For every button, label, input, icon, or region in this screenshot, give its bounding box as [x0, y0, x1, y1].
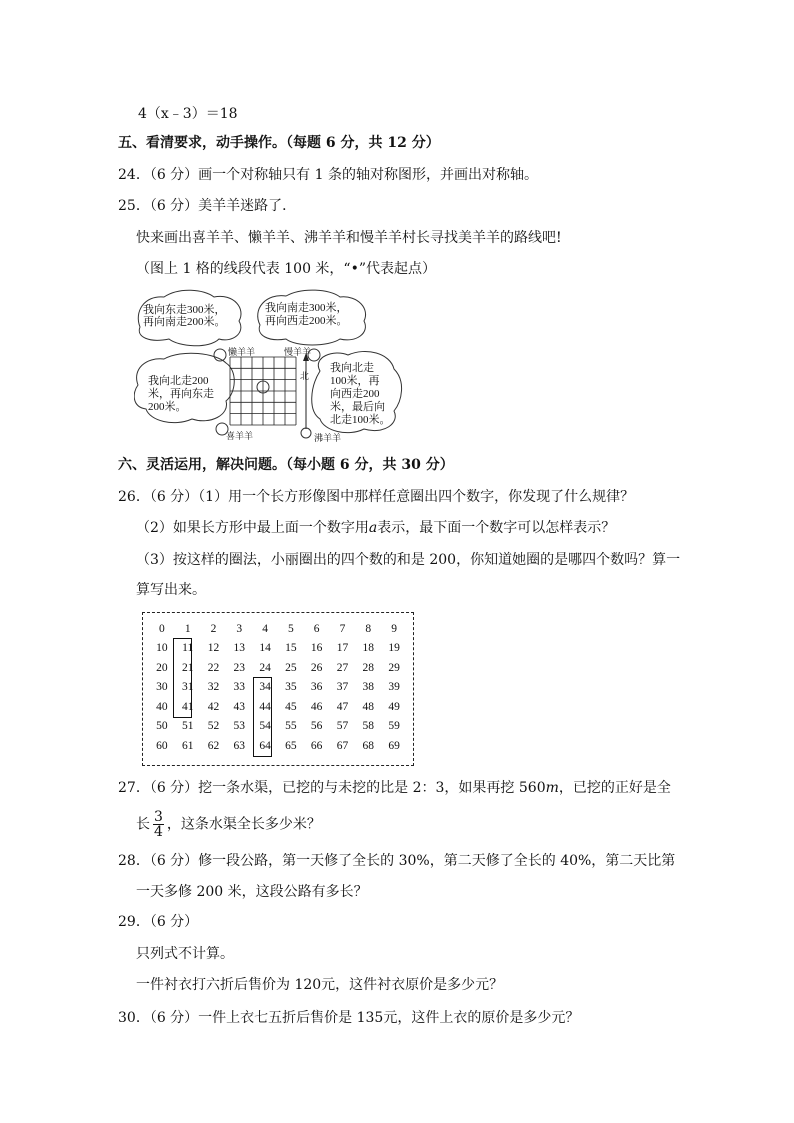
grid-cell: 64 [259, 739, 271, 752]
question-28: 28．（6 分）修一段公路，第一天修了全长的 30%，第二天修了全长的 40%，第二天比第 [118, 853, 676, 869]
bubble3-line2: 米，再向东走 [148, 388, 214, 400]
grid-cell: 60 [156, 739, 168, 752]
question-29-problem: 一件衬衣打六折后售价为 120元，这件衬衣原价是多少元？ [136, 977, 504, 993]
grid-cell: 51 [181, 720, 194, 733]
grid-cell: 26 [310, 661, 323, 674]
grid-cell: 48 [362, 700, 375, 713]
grid-cell: 66 [310, 739, 323, 752]
grid-cell: 52 [207, 720, 220, 733]
label-manyangyang: 慢羊羊 [284, 347, 312, 357]
grid-cell: 35 [285, 681, 297, 694]
grid-cell: 34 [259, 681, 271, 694]
question-25-note: （图上 1 格的线段代表 100 米，“•”代表起点） [136, 261, 437, 277]
grid-cell: 24 [259, 661, 271, 674]
grid-cell: 37 [336, 681, 349, 694]
grid-cell: 22 [207, 661, 220, 674]
fraction-denominator: 4 [154, 824, 163, 840]
question-29-instruction: 只列式不计算。 [136, 946, 234, 962]
q27-pre: 27．（6 分）挖一条水渠，已挖的与未挖的比是 2：3，如果再挖 560 [118, 780, 546, 796]
grid-cell: 69 [388, 739, 400, 752]
grid-cell: 32 [207, 681, 220, 694]
grid-cell: 25 [285, 661, 297, 674]
label-xiyangyang: 喜羊羊 [226, 431, 254, 441]
grid-cell: 3 [236, 622, 243, 635]
grid-cell: 2 [210, 622, 217, 635]
grid-row [149, 736, 407, 756]
fraction-three-quarters [153, 810, 164, 839]
equation-line: 4（x﹣3）＝18 [138, 106, 238, 122]
section-five-heading: 五、看清要求，动手操作。（每题 6 分，共 12 分） [118, 135, 440, 151]
question-29: 29．（6 分） [118, 914, 199, 930]
grid-cell: 13 [233, 642, 246, 655]
question-26-part2 [136, 518, 615, 538]
grid-cell: 56 [310, 720, 323, 733]
label-lanyangyang: 懒羊羊 [228, 347, 256, 357]
grid-cell: 30 [156, 681, 168, 694]
grid-cell: 62 [207, 739, 220, 752]
grid-cell: 16 [310, 642, 323, 655]
grid-cell: 45 [285, 700, 297, 713]
grid-cell: 53 [233, 720, 246, 733]
grid-cell: 9 [391, 622, 397, 635]
grid-cell: 17 [336, 642, 349, 655]
grid-cell: 8 [365, 622, 372, 635]
grid-cell: 40 [156, 700, 168, 713]
grid-cell: 14 [259, 642, 271, 655]
bubble2-line1: 我向南走300米， [265, 302, 348, 314]
grid-cell: 41 [181, 700, 194, 713]
grid-cell: 58 [362, 720, 375, 733]
sheep-route-map [134, 287, 414, 442]
question-28-cont: 一天多修 200 米，这段公路有多长？ [136, 884, 368, 900]
grid-cell: 54 [259, 720, 271, 733]
grid-cell: 38 [362, 681, 375, 694]
grid-cell: 57 [336, 720, 349, 733]
question-26-part3-cont: 算写出来。 [136, 582, 206, 598]
grid-cell: 67 [336, 739, 349, 752]
q27b-post: ，这条水渠全长多少米？ [166, 816, 321, 833]
circle-rect-left [173, 638, 192, 718]
question-27 [118, 778, 671, 798]
grid-cell: 61 [181, 739, 194, 752]
grid-cell: 43 [233, 700, 246, 713]
grid-cell: 27 [336, 661, 349, 674]
fraction-numerator: 3 [154, 809, 163, 825]
label-feiyangyang: 沸羊羊 [314, 433, 342, 442]
bubble4-line5: 北走100米。 [330, 414, 391, 426]
bubble4-line1: 我向北走 [330, 362, 374, 374]
grid-cell: 19 [388, 642, 400, 655]
grid-cell: 36 [310, 681, 323, 694]
grid-row [149, 717, 407, 737]
grid-cell: 42 [207, 700, 220, 713]
bubble1-line1: 我向东走300米， [143, 304, 226, 316]
grid-cell: 0 [159, 622, 165, 635]
grid-row [149, 619, 407, 639]
grid-cell: 44 [259, 700, 271, 713]
grid-cell: 68 [362, 739, 375, 752]
grid-cell: 65 [285, 739, 297, 752]
q26b-pre: （2）如果长方形中最上面一个数字用 [136, 520, 369, 536]
question-27-cont [136, 810, 321, 839]
bubble4-line3: 向西走200 [330, 388, 380, 400]
bubble3-line1: 我向北走200 [148, 375, 209, 387]
q27b-pre: 长 [136, 816, 150, 833]
north-label: 北 [300, 371, 310, 381]
question-24: 24．（6 分）画一个对称轴只有 1 条的轴对称图形，并画出对称轴。 [118, 167, 538, 183]
grid-cell: 1 [184, 622, 191, 635]
grid-cell: 12 [207, 642, 220, 655]
grid-cell: 4 [262, 622, 268, 635]
grid-cell: 50 [156, 720, 168, 733]
question-25-instruction: 快来画出喜羊羊、懒羊羊、沸羊羊和慢羊羊村长寻找美羊羊的路线吧! [136, 230, 562, 246]
grid-cell: 5 [288, 622, 294, 635]
q26b-post: 表示，最下面一个数字可以怎样表示？ [377, 520, 616, 536]
question-26: 26．（6 分）（1）用一个长方形像图中那样任意圈出四个数字，你发现了什么规律？ [118, 489, 635, 505]
grid-cell: 29 [388, 661, 400, 674]
bubble4-line2: 100米，再 [330, 375, 380, 387]
grid-cell: 10 [156, 642, 168, 655]
bubble1-line2: 再向南走200米。 [143, 316, 226, 328]
number-grid [142, 612, 414, 766]
q27-post: ，已挖的正好是全 [558, 780, 671, 796]
grid-cell: 7 [339, 622, 346, 635]
grid-cell: 28 [362, 661, 375, 674]
bubble3-line3: 200米。 [148, 401, 187, 413]
grid-cell: 39 [388, 681, 400, 694]
grid-cell: 46 [310, 700, 323, 713]
circle-rect-right [253, 677, 272, 757]
grid-cell: 59 [388, 720, 400, 733]
grid-cell: 6 [313, 622, 320, 635]
question-25: 25．（6 分）美羊羊迷路了． [118, 198, 297, 214]
grid-cell: 49 [388, 700, 400, 713]
grid-cell: 47 [336, 700, 349, 713]
grid-cell: 55 [285, 720, 297, 733]
grid-cell: 18 [362, 642, 375, 655]
bubble2-line2: 再向西走200米。 [265, 315, 348, 327]
grid-cell: 21 [181, 661, 194, 674]
grid-cell: 31 [181, 681, 194, 694]
unit-m: m [545, 780, 559, 796]
bubble4-line4: 米，最后向 [330, 401, 385, 413]
grid-cell: 63 [233, 739, 246, 752]
section-six-heading: 六、灵活运用，解决问题。（每小题 6 分，共 30 分） [118, 457, 454, 473]
variable-a: a [368, 520, 378, 536]
question-26-part3: （3）按这样的圈法，小丽圈出的四个数的和是 200，你知道她圈的是哪四个数吗？算一 [136, 552, 681, 568]
grid-cell: 15 [285, 642, 297, 655]
grid-cell: 11 [182, 642, 194, 655]
question-30: 30．（6 分）一件上衣七五折后售价是 135元，这件上衣的原价是多少元？ [118, 1010, 580, 1026]
grid-cell: 33 [233, 681, 246, 694]
grid-cell: 20 [156, 661, 168, 674]
grid-cell: 23 [233, 661, 246, 674]
